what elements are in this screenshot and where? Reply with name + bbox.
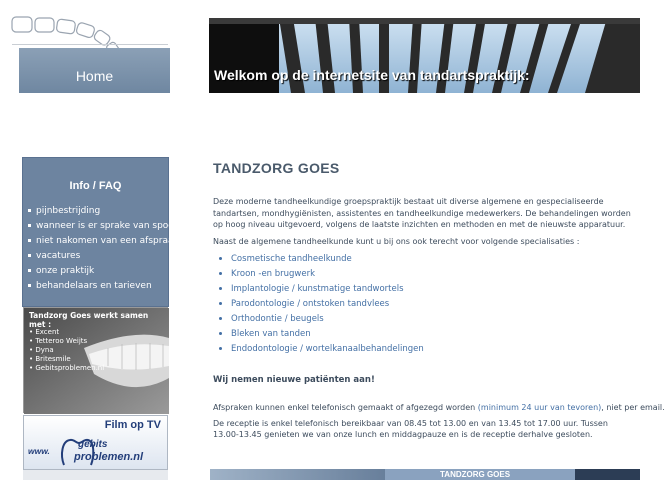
appointments-text: Afspraken kunnen enkel telefonisch gemaakt of afgezegd worden xyxy=(213,403,478,412)
sidebar-item-niet-nakomen[interactable] xyxy=(28,234,179,249)
bottom-banner xyxy=(210,469,640,480)
partner-item: • Gebitsproblemen.nl xyxy=(29,364,105,372)
specialisation-label: Implantologie / kunstmatige tandwortels xyxy=(231,284,404,294)
bullet-icon xyxy=(219,287,222,290)
bullet-icon xyxy=(28,224,31,227)
sidebar-item-label: niet nakomen van een afspraak xyxy=(36,236,179,246)
specialisation-link[interactable] xyxy=(219,312,633,327)
bullet-icon xyxy=(28,239,31,242)
new-patients-notice: Wij nemen nieuwe patiënten aan! xyxy=(213,375,375,385)
specialisation-label: Orthodontie / beugels xyxy=(231,314,324,324)
partner-item: • Excent xyxy=(29,328,60,336)
bullet-icon xyxy=(28,209,31,212)
intro-paragraph: Deze moderne tandheelkundige groepspraktijk bestaat uit diverse algemene en gespecialiseerde tandartsen, mondhygiënisten, assistentes en tandheelkundige medewerkers. De behandelingen worden op hoog niveau uitgevoerd, volgens de laatste inzichten en methoden en met de nieuwste apparatuur. xyxy=(213,197,631,229)
appointments-text-end: , niet per email. xyxy=(601,403,665,412)
appointments-paragraph xyxy=(213,402,665,413)
sidebar-item-label: behandelaars en tarieven xyxy=(36,281,152,291)
sidebar-title: Info / FAQ xyxy=(69,180,122,192)
sidebar-item-label: vacatures xyxy=(36,251,81,261)
gebitsproblemen-logo xyxy=(58,437,144,467)
specialisation-label: Bleken van tanden xyxy=(231,329,311,339)
partner-item: • Dyna xyxy=(29,346,54,354)
header-banner xyxy=(209,18,640,93)
specialisation-label: Parodontologie / ontstoken tandvlees xyxy=(231,299,390,309)
partners-panel[interactable] xyxy=(23,307,168,413)
bottom-banner-title: TANDZORG GOES xyxy=(440,470,511,479)
specialisation-label: Cosmetische tandheelkunde xyxy=(231,254,352,264)
partner-item: • Tetteroo Weijts xyxy=(29,337,88,345)
specialisation-link[interactable] xyxy=(219,297,633,312)
specialisation-link[interactable] xyxy=(219,282,633,297)
sidebar-item-spoed[interactable] xyxy=(28,219,185,234)
specialisation-link[interactable] xyxy=(219,342,633,357)
page-title: TANDZORG GOES xyxy=(213,160,340,176)
info-faq-sidebar xyxy=(22,157,185,307)
sidebar-item-label: wanneer is er sprake van spoed? xyxy=(36,221,185,231)
bullet-icon xyxy=(219,332,222,335)
sidebar-bottom-panel xyxy=(23,470,168,480)
main-content xyxy=(213,160,665,440)
partners-list xyxy=(29,328,104,373)
sidebar-item-behandelaars[interactable] xyxy=(28,279,168,294)
bullet-icon xyxy=(219,257,222,260)
film-op-tv-banner[interactable] xyxy=(23,415,168,470)
home-label: Home xyxy=(75,68,114,84)
partner-item: • Britesmile xyxy=(29,355,71,363)
specialisation-label: Endodontologie / wortelkanaalbehandelingen xyxy=(231,344,424,354)
header-banner-title: Welkom op de internetsite van tandartspraktijk: xyxy=(214,67,530,83)
bullet-icon xyxy=(219,317,222,320)
sidebar-item-vacatures[interactable] xyxy=(28,249,168,264)
specialisation-link[interactable] xyxy=(219,252,633,267)
specialisation-link[interactable] xyxy=(219,267,633,282)
home-button[interactable] xyxy=(19,48,170,93)
specialisations-intro: Naast de algemene tandheelkunde kunt u bij ons ook terecht voor volgende specialisaties : xyxy=(213,236,580,246)
brand-top-text: gebits xyxy=(78,439,108,450)
brand-bottom-text: problemen.nl xyxy=(74,451,144,463)
www-label: www. xyxy=(28,446,50,456)
specialisation-label: Kroon -en brugwerk xyxy=(231,269,316,279)
appointments-highlight: (minimum 24 uur van tevoren) xyxy=(477,403,602,412)
bullet-icon xyxy=(28,269,31,272)
bottom-banner-photo xyxy=(210,469,385,480)
specialisation-link[interactable] xyxy=(219,327,633,342)
bullet-icon xyxy=(28,254,31,257)
sidebar-item-label: onze praktijk xyxy=(36,266,95,276)
bullet-icon xyxy=(219,302,222,305)
sidebar-item-onze-praktijk[interactable] xyxy=(28,264,168,279)
bullet-icon xyxy=(219,272,222,275)
partners-title: Tandzorg Goes werkt samen met : xyxy=(29,311,149,329)
reception-paragraph: De receptie is enkel telefonisch bereikbaar van 08.45 tot 13.00 en van 13.45 tot 17.00 uur. Tussen 13.00-13.45 genieten we van onze lunch en middagpauze en is de receptie derhalve gesloten. xyxy=(213,419,608,439)
bullet-icon xyxy=(28,284,31,287)
sidebar-item-label: pijnbestrijding xyxy=(36,206,101,216)
film-op-tv-label: Film op TV xyxy=(104,419,161,431)
specialisations-list xyxy=(213,252,633,357)
logo-divider xyxy=(12,44,168,45)
bullet-icon xyxy=(219,347,222,350)
sidebar-menu xyxy=(23,204,185,294)
sidebar-item-pijnbestrijding[interactable] xyxy=(28,204,168,219)
